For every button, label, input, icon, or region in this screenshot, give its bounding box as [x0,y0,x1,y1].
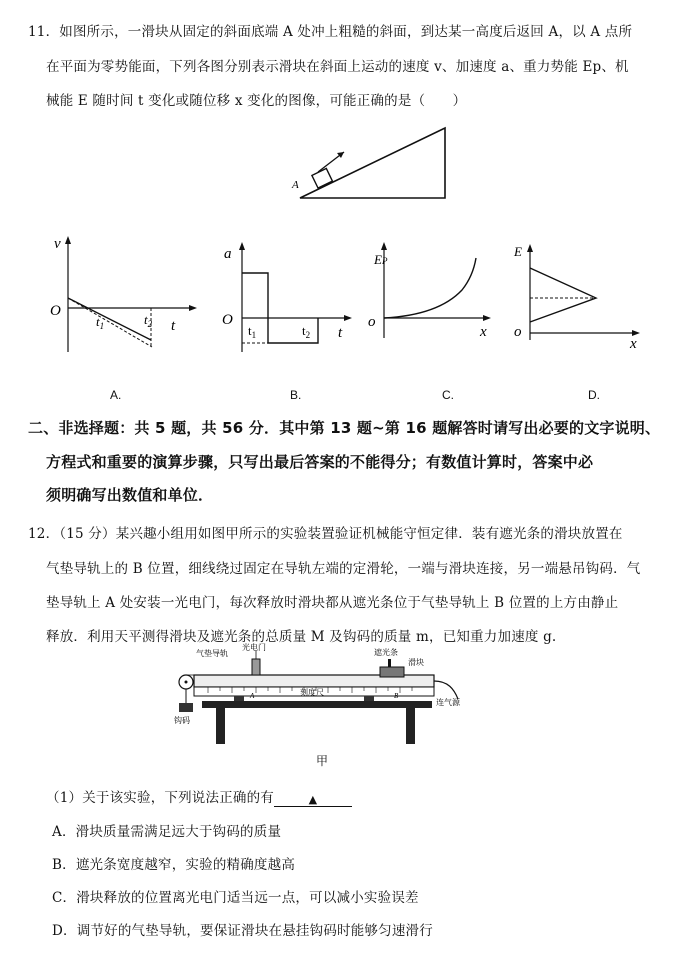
graph-c-x-label: x [480,324,487,340]
graph-c-y-label: EP [374,252,388,267]
q11-line-2: 在平面为零势能面，下列各图分别表示滑块在斜面上运动的速度 v、加速度 a、重力势能 Ep、机 [46,59,629,75]
graph-b [218,240,358,355]
graph-a-x-label: t [171,318,176,334]
section2-line-1: 二、非选择题：共 5 题，共 56 分．其中第 13 题~第 16 题解答时请写出必要的文字说明、 [28,419,661,437]
q11-line-1: 11．如图所示，一滑块从固定的斜面底端 A 处冲上粗糙的斜面，到达某一高度后返回 A，以 A 点所 [28,24,633,40]
section2-line-2: 方程式和重要的演算步骤，只写出最后答案的不能得分；有数值计算时，答案中必 [46,453,594,471]
graph-b-x-label: t [338,325,343,341]
graph-b-t2: $t_2$ [302,323,311,340]
apparatus-figure [168,643,468,758]
q12-option-a: A．滑块质量需满足远大于钩码的质量 [52,824,282,840]
answer-blank[interactable]: ▲ [274,794,352,807]
graph-d-caption: D. [588,388,600,402]
q12-line-4: 释放．利用天平测得滑块及遮光条的总质量 M 及钩码的质量 m，已知重力加速度 g. [46,629,557,645]
graph-a [48,232,198,362]
graph-d-x-label: x [630,336,637,352]
graph-a-y-label: v [54,236,61,252]
q12-line-1: 12．（15 分）某兴趣小组用如图甲所示的实验装置验证机械能守恒定律．装有遮光条的滑块放置在 [28,526,623,542]
q12-sub1-prompt [46,786,352,807]
q12-line-3: 垫导轨上 A 处安装一光电门，每次释放时滑块都从遮光条位于气垫导轨上 B 位置的上方由静止 [46,595,619,611]
label-point-a: A [250,692,255,700]
graph-b-y-label: a [224,246,232,262]
graph-a-t1: $t_1$ [96,314,105,331]
graph-c-origin: o [368,314,376,330]
graph-d-origin: o [514,324,522,340]
incline-figure [280,120,480,210]
graph-b-origin: O [222,312,233,328]
q12-line-2: 气垫导轨上的 B 位置，细线绕过固定在导轨左端的定滑轮，一端与滑块连接，另一端悬吊钩码．气 [46,561,641,577]
q11-line-3: 械能 E 随时间 t 变化或随位移 x 变化的图像，可能正确的是（ ） [46,93,467,109]
graph-d-y-label: E [514,244,522,259]
q12-option-d: D．调节好的气垫导轨，要保证滑块在悬挂钩码时能够匀速滑行 [52,923,433,939]
label-photogate: 光电门 [242,643,266,652]
graph-b-t1: $t_1$ [248,323,257,340]
graph-a-caption: A. [110,388,122,402]
label-shade: 遮光条 [374,648,398,657]
label-air-track: 气垫导轨 [196,649,228,658]
apparatus-caption: 甲 [316,754,329,768]
section2-line-3: 须明确写出数值和单位． [46,486,214,504]
graph-a-t2: $t_2$ [144,312,153,329]
graph-c-caption: C. [442,388,454,402]
q12-option-b: B．遮光条宽度越窄，实验的精确度越高 [52,857,296,873]
label-slider: 滑块 [408,658,424,667]
label-air-source: 连气源 [436,698,460,707]
q12-sub1-prompt-text: （1）关于该实验，下列说法正确的有 [46,790,274,806]
label-point-b: B [394,692,399,700]
incline-label-a: A [292,179,299,191]
label-ruler: 刻度尺 [300,688,324,697]
graph-d [508,238,648,352]
q12-option-c: C．滑块释放的位置离光电门适当远一点，可以减小实验误差 [52,890,419,906]
graph-b-caption: B. [290,388,302,402]
label-hook-weight: 钩码 [174,716,190,725]
graph-a-origin: O [50,303,61,319]
graph-c [362,238,502,348]
